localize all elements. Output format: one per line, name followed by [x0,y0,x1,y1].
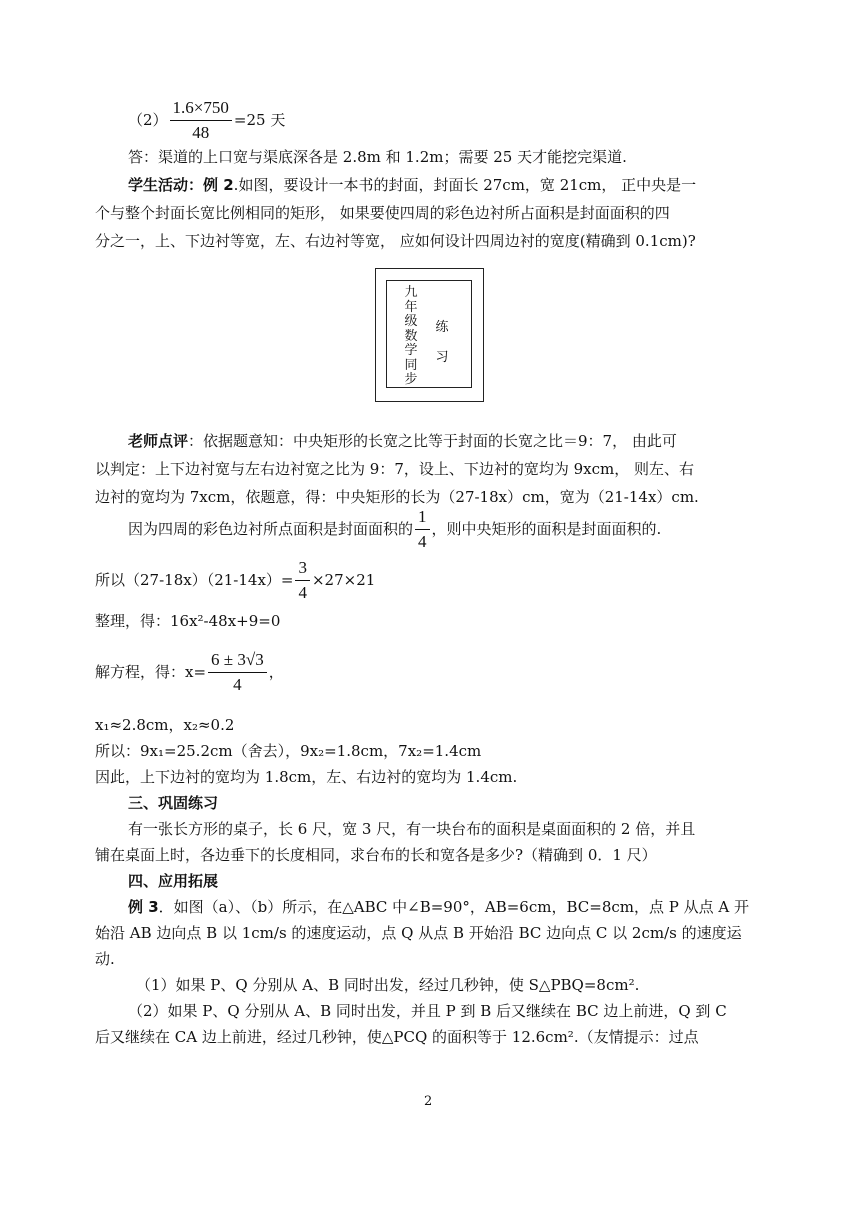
result-text: =25 天 [233,111,286,129]
fraction-numerator: 1 [415,505,430,530]
book-cover-inner [386,280,472,388]
equation-text: 所以（27-18x）（21-14x）= [95,571,294,589]
fraction-numerator: 3 [295,556,310,581]
roots-line: x₁≈2.8cm，x₂≈0.2 [95,716,235,734]
teacher-comment-line [128,429,677,453]
example-3-text: ．如图（a）、（b）所示，在△ABC 中∠B=90°，AB=6cm，BC=8cm，点 P 从点 A 开 [158,898,749,916]
solve-text-2: ， [268,663,284,681]
teacher-comment-line-2: 以判定：上下边衬宽与左右边衬宽之比为 9：7，设上、下边衬的宽均为 9xcm， 则左、右 [95,460,695,478]
fraction-solution [208,648,267,697]
line-1 [128,92,285,148]
conclusion-line: 因此，上下边衬的宽均为 1.8cm，左、右边衬的宽均为 1.4cm. [95,768,518,786]
example-3-question-2: （2）如果 P、Q 分别从 A、B 同时出发，并且 P 到 B 后又继续在 BC 边上前进，Q 到 C [128,1002,727,1020]
example-2-line-2: 个与整个封面长宽比例相同的矩形， 如果要使四周的彩色边衬所占面积是封面面积的四 [95,204,670,222]
fraction-denominator: 4 [298,582,307,602]
section-heading-extension: 四、应用拓展 [128,872,219,890]
student-activity-heading: 学生活动：例 2 [128,176,234,194]
section-heading-practice: 三、巩固练习 [128,794,219,812]
teacher-comment-line-3: 边衬的宽均为 7xcm，依题意，得：中央矩形的长为（27-18x）cm，宽为（21-14x）cm. [95,488,699,506]
fraction-numerator: 6 ± 3√3 [208,648,267,673]
area-ratio-text-2: ，则中央矩形的面积是封面面积的. [431,520,662,538]
cover-title-vertical: 九年级数学同步 [404,285,418,387]
fraction-1 [170,96,232,145]
fraction-denominator: 48 [192,122,210,142]
fraction-one-quarter [415,505,430,554]
therefore-line: 所以：9x₁=25.2cm（舍去），9x₂=1.8cm，7x₂=1.4cm [95,742,482,760]
equation-text-2: ×27×21 [311,571,376,589]
example-2-line-3: 分之一，上、下边衬等宽，左、右边衬等宽， 应如何设计四周边衬的宽度(精确到 0.1cm)? [95,232,696,250]
example-3-line [128,895,749,919]
example-3-question-2-cont: 后又继续在 CA 边上前进，经过几秒钟，使△PCQ 的面积等于 12.6cm².（友情提示：过点 [95,1028,699,1046]
fraction-denominator: 4 [418,531,427,551]
area-ratio-text: 因为四周的彩色边衬所点面积是封面面积的 [128,520,414,538]
example-3-line-3: 动. [95,950,115,968]
example-3-question-1: （1）如果 P、Q 分别从 A、B 同时出发，经过几秒钟，使 S△PBQ=8cm². [136,976,640,994]
solve-text: 解方程，得：x= [95,663,207,681]
simplify-line: 整理，得：16x²-48x+9=0 [95,612,281,630]
example-2-text: .如图，要设计一本书的封面，封面长 27cm，宽 21cm， 正中央是一 [233,176,697,194]
cover-subtitle-vertical: 练习 [435,320,449,365]
fraction-denominator: 4 [233,674,242,694]
teacher-comment-text: ：依据题意知：中央矩形的长宽之比等于封面的长宽之比＝9：7， 由此可 [188,432,677,450]
area-ratio-line [128,505,661,553]
example-3-heading: 例 3 [128,898,159,916]
fraction-numerator: 1.6×750 [170,96,232,121]
equation-line [95,556,375,604]
answer-line: 答：渠道的上口宽与渠底深各是 2.8m 和 1.2m；需要 25 天才能挖完渠道. [128,148,627,166]
fraction-three-quarters [295,556,310,605]
teacher-comment-heading: 老师点评 [128,432,189,450]
example-2-line [128,173,696,197]
example-3-line-2: 始沿 AB 边向点 B 以 1cm/s 的速度运动，点 Q 从点 B 开始沿 BC 边向点 C 以 2cm/s 的速度运 [95,924,742,942]
practice-line-2: 铺在桌面上时，各边垂下的长度相同，求台布的长和宽各是多少?（精确到 0．1 尺） [95,846,657,864]
sub-question-label: （2） [128,111,168,129]
practice-line-1: 有一张长方形的桌子，长 6 尺，宽 3 尺，有一块台布的面积是桌面面积的 2 倍，并且 [128,820,696,838]
page-number: 2 [424,1094,433,1109]
solve-line [95,644,284,700]
